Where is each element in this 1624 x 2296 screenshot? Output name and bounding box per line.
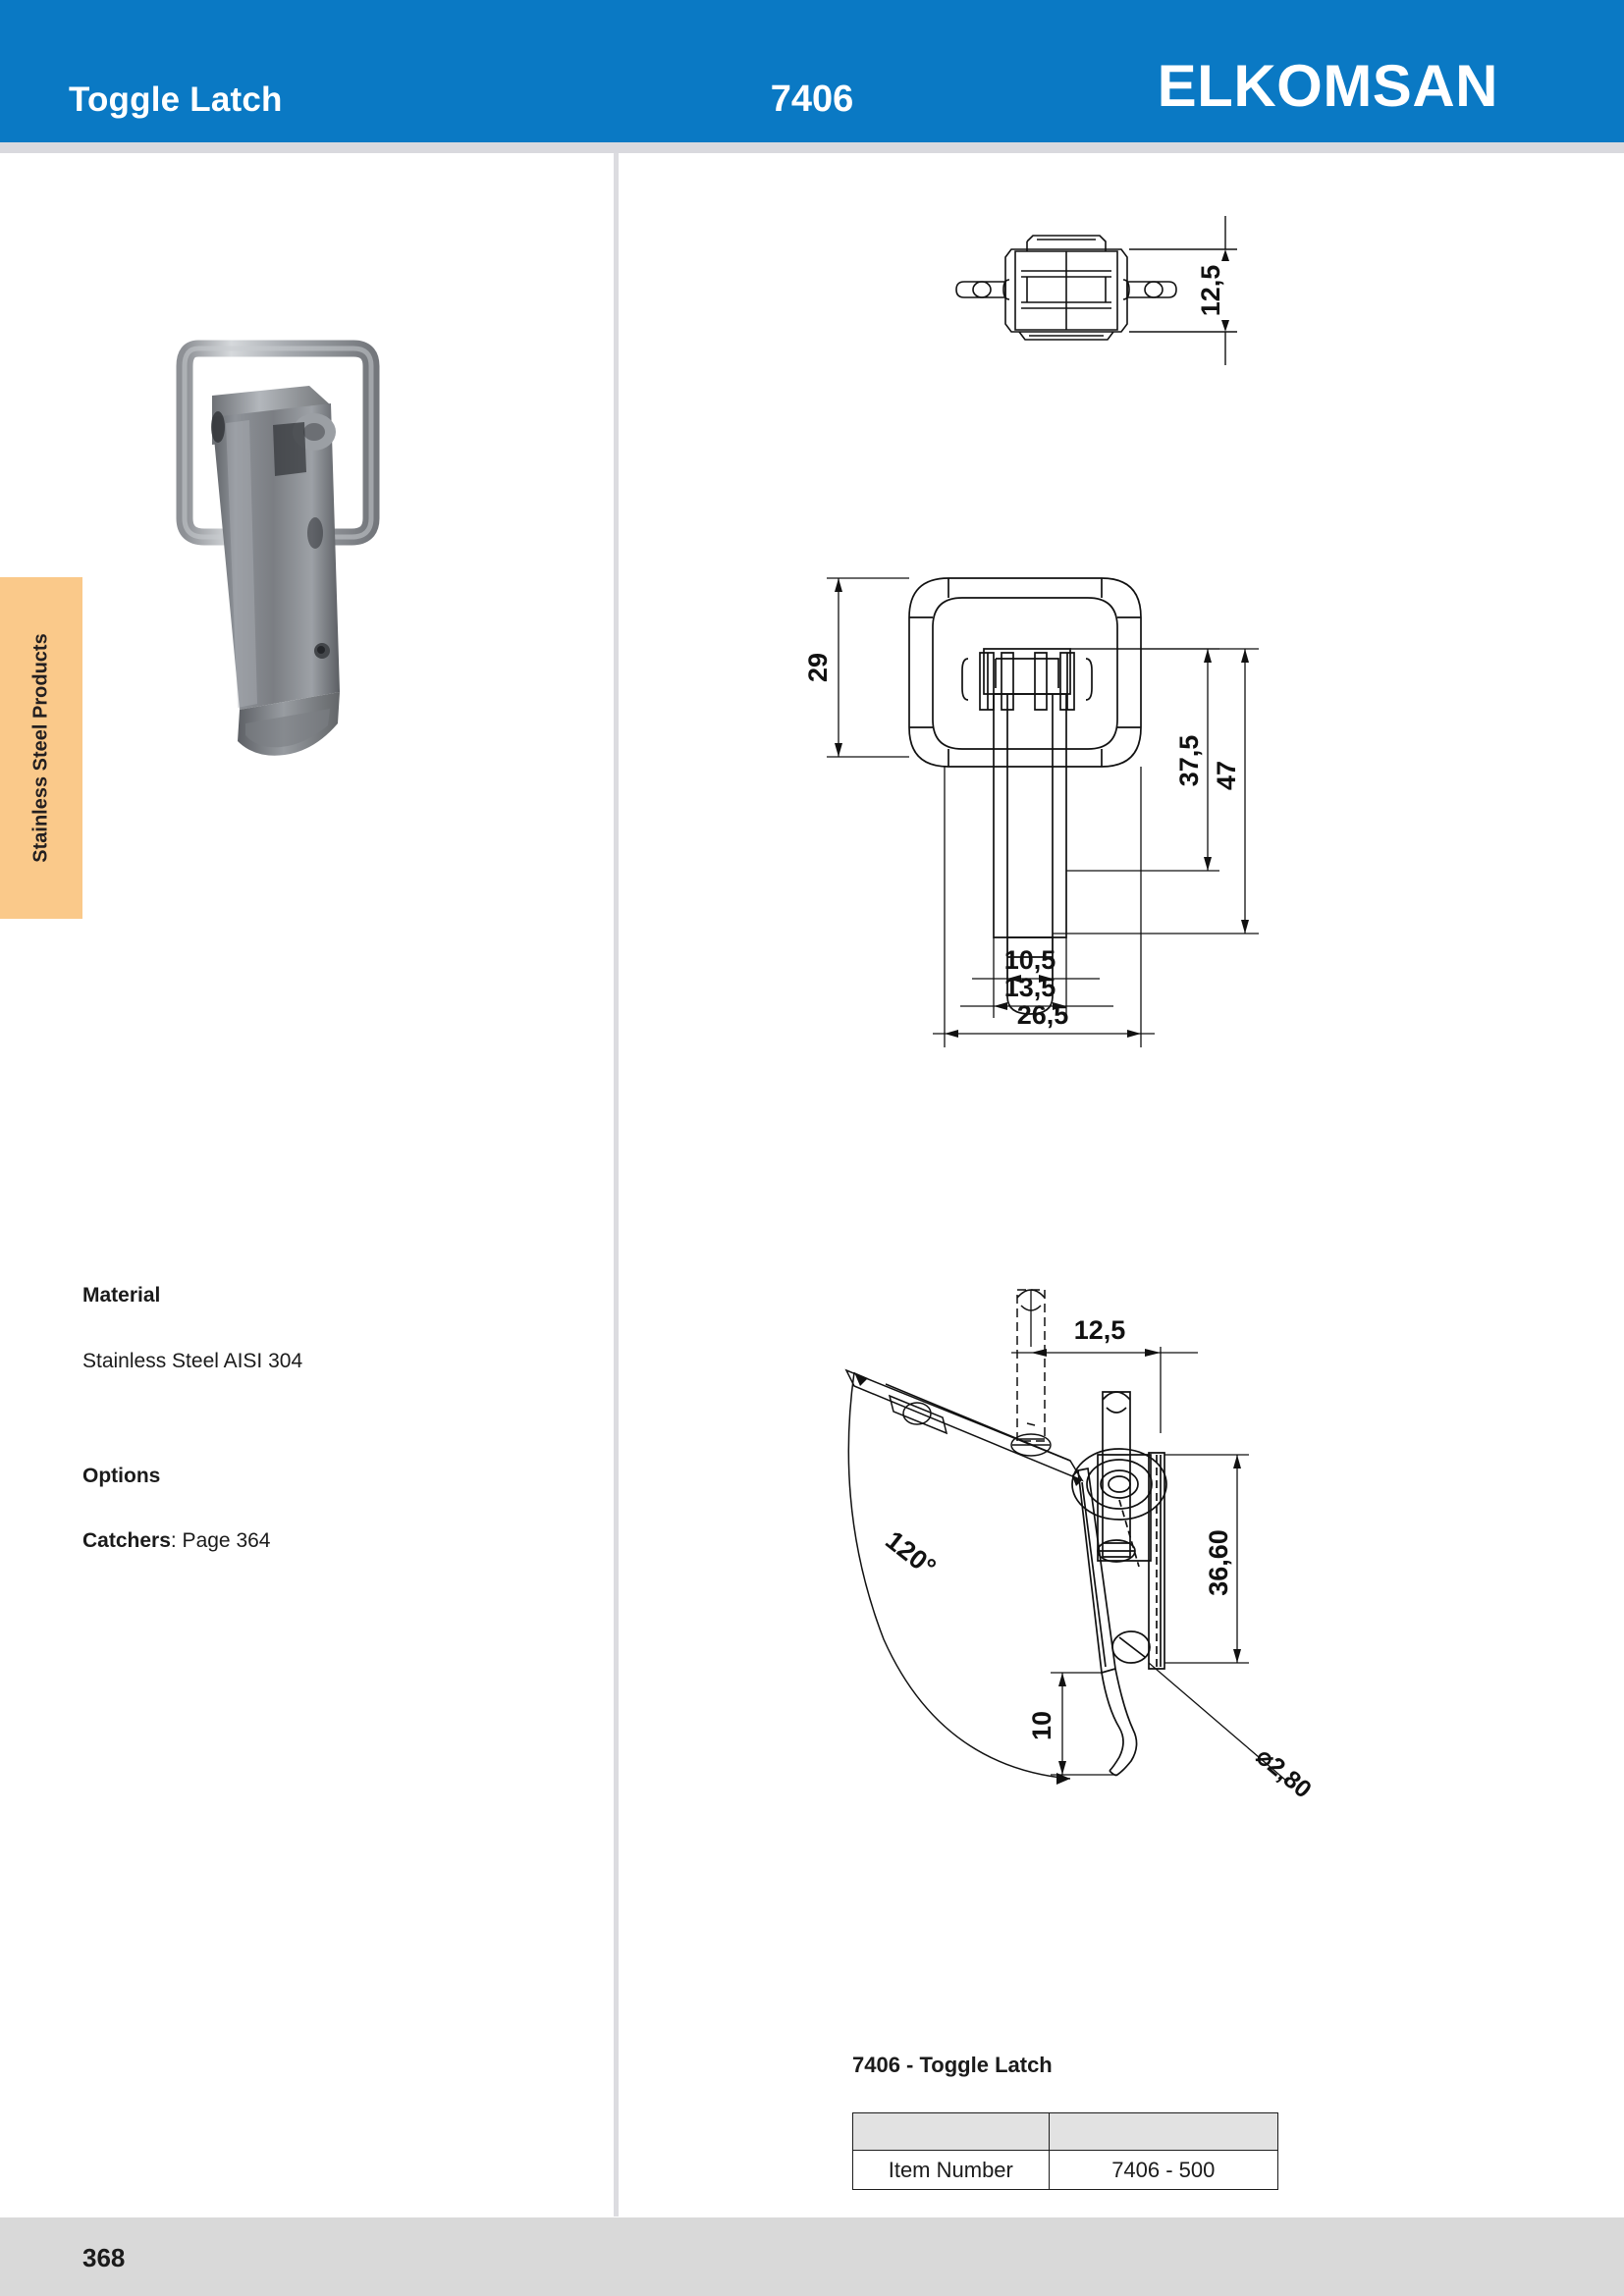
dim-side-12-5: 12,5 bbox=[1073, 1315, 1126, 1345]
dim-side-120deg: 120° bbox=[880, 1524, 942, 1582]
table-title: 7406 - Toggle Latch bbox=[852, 2053, 1053, 2077]
product-code: 7406 bbox=[770, 79, 854, 120]
options-page-ref: : Page 364 bbox=[170, 1529, 271, 1552]
drawing-side-view bbox=[825, 1276, 1316, 1963]
options-label: Catchers bbox=[82, 1529, 171, 1552]
drawing-front-view bbox=[776, 564, 1296, 1212]
dim-front-37-5: 37,5 bbox=[1174, 734, 1204, 787]
table-cell-label: Item Number bbox=[853, 2151, 1050, 2190]
product-photo bbox=[147, 280, 422, 780]
table-header-row bbox=[853, 2113, 1278, 2151]
category-tab-label: Stainless Steel Products bbox=[29, 633, 52, 863]
category-tab bbox=[0, 577, 82, 919]
options-value bbox=[82, 1529, 573, 1553]
table-header-cell-2 bbox=[1049, 2113, 1277, 2151]
dim-front-13-5: 13,5 bbox=[1003, 973, 1056, 1002]
header-divider bbox=[0, 142, 1624, 153]
dim-side-dia-2-80: ⌀2,80 bbox=[1251, 1742, 1317, 1804]
page-header bbox=[0, 0, 1624, 142]
table-cell-value: 7406 - 500 bbox=[1049, 2151, 1277, 2190]
dim-front-26-5: 26,5 bbox=[1016, 1000, 1069, 1030]
dim-side-10: 10 bbox=[1027, 1710, 1056, 1741]
dim-front-10-5: 10,5 bbox=[1003, 945, 1056, 975]
drawing-top-view bbox=[943, 187, 1276, 383]
material-heading: Material bbox=[82, 1284, 161, 1307]
dim-front-47: 47 bbox=[1212, 760, 1241, 791]
column-divider bbox=[614, 153, 619, 2216]
dim-side-36-60: 36,60 bbox=[1204, 1529, 1233, 1596]
table-row bbox=[853, 2151, 1278, 2190]
dim-top-12-5: 12,5 bbox=[1196, 264, 1225, 317]
options-heading: Options bbox=[82, 1465, 161, 1487]
table-header-cell-1 bbox=[853, 2113, 1050, 2151]
page-footer bbox=[0, 2217, 1624, 2296]
brand-logo: ELKOMSAN bbox=[1157, 53, 1498, 119]
item-number-table bbox=[852, 2112, 1278, 2190]
page-title: Toggle Latch bbox=[69, 80, 283, 119]
dim-front-29: 29 bbox=[803, 652, 833, 683]
material-value: Stainless Steel AISI 304 bbox=[82, 1350, 303, 1372]
page-number: 368 bbox=[82, 2243, 126, 2272]
